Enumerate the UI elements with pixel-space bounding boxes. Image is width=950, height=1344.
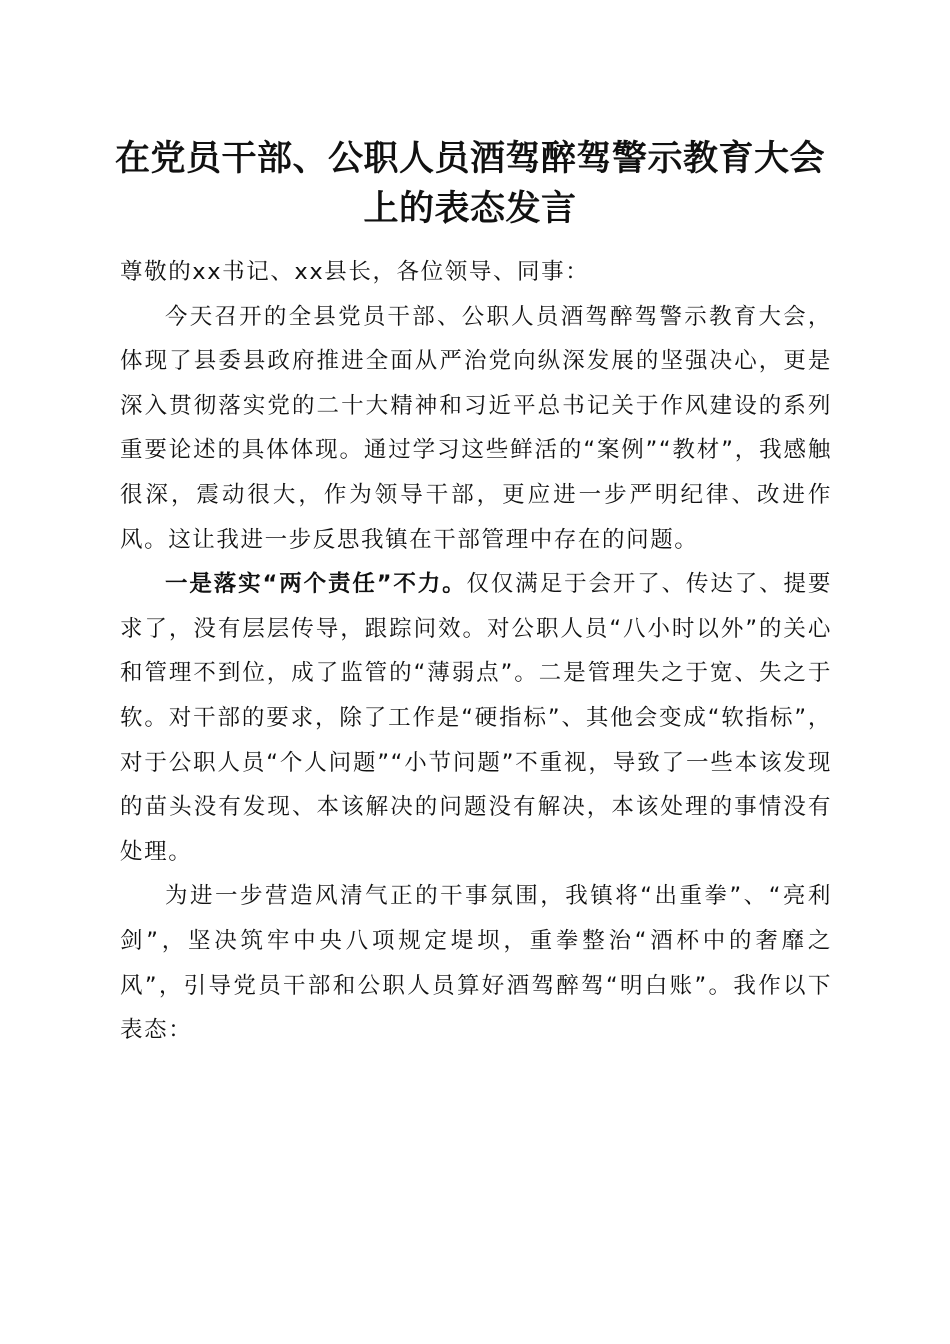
paragraph-problems-lead: 一是落实“两个责任”不力。 [165, 571, 467, 598]
paragraph-intro: 今天召开的全县党员干部、公职人员酒驾醉驾警示教育大会，体现了县委县政府推进全面从严治党向纵深发展的坚强决心，更是深入贯彻落实党的二十大精神和习近平总书记关于作风建设的系列重要论述的具体体现。通过学习这些鲜活的“案例”“教材”，我感触很深，震动很大，作为领导干部，更应进一步严明纪律、改进作风。这让我进一步反思我镇在干部管理中存在的问题。 [120, 303, 832, 553]
paragraph-pledge: 为进一步营造风清气正的干事氛围，我镇将“出重拳”、“亮利剑”，坚决筑牢中央八项规定堤坝，重拳整治“酒杯中的奢靡之风”，引导党员干部和公职人员算好酒驾醉驾“明白账”。我作以下表态： [120, 883, 832, 1044]
document-title [100, 134, 840, 234]
salutation: 尊敬的xx书记、xx县长，各位领导、同事： [120, 259, 590, 285]
paragraph-problems-text: 仅仅满足于会开了、传达了、提要求了，没有层层传导，跟踪问效。对公职人员“八小时以外”的关心和管理不到位，成了监管的“薄弱点”。二是管理失之于宽、失之于软。对干部的要求，除了工作是“硬指标”、其他会变成“软指标”，对于公职人员“个人问题”“小节问题”不重视，导致了一些本该发现的苗头没有发现、本该解决的问题没有解决，本该处理的事情没有处理。 [120, 571, 832, 865]
document-body [120, 250, 832, 1053]
title-line-1: 在党员干部、公职人员酒驾醉驾警示教育大会 [114, 138, 825, 179]
paragraph-problems [120, 562, 832, 874]
title-line-2: 上的表态发言 [363, 188, 577, 229]
